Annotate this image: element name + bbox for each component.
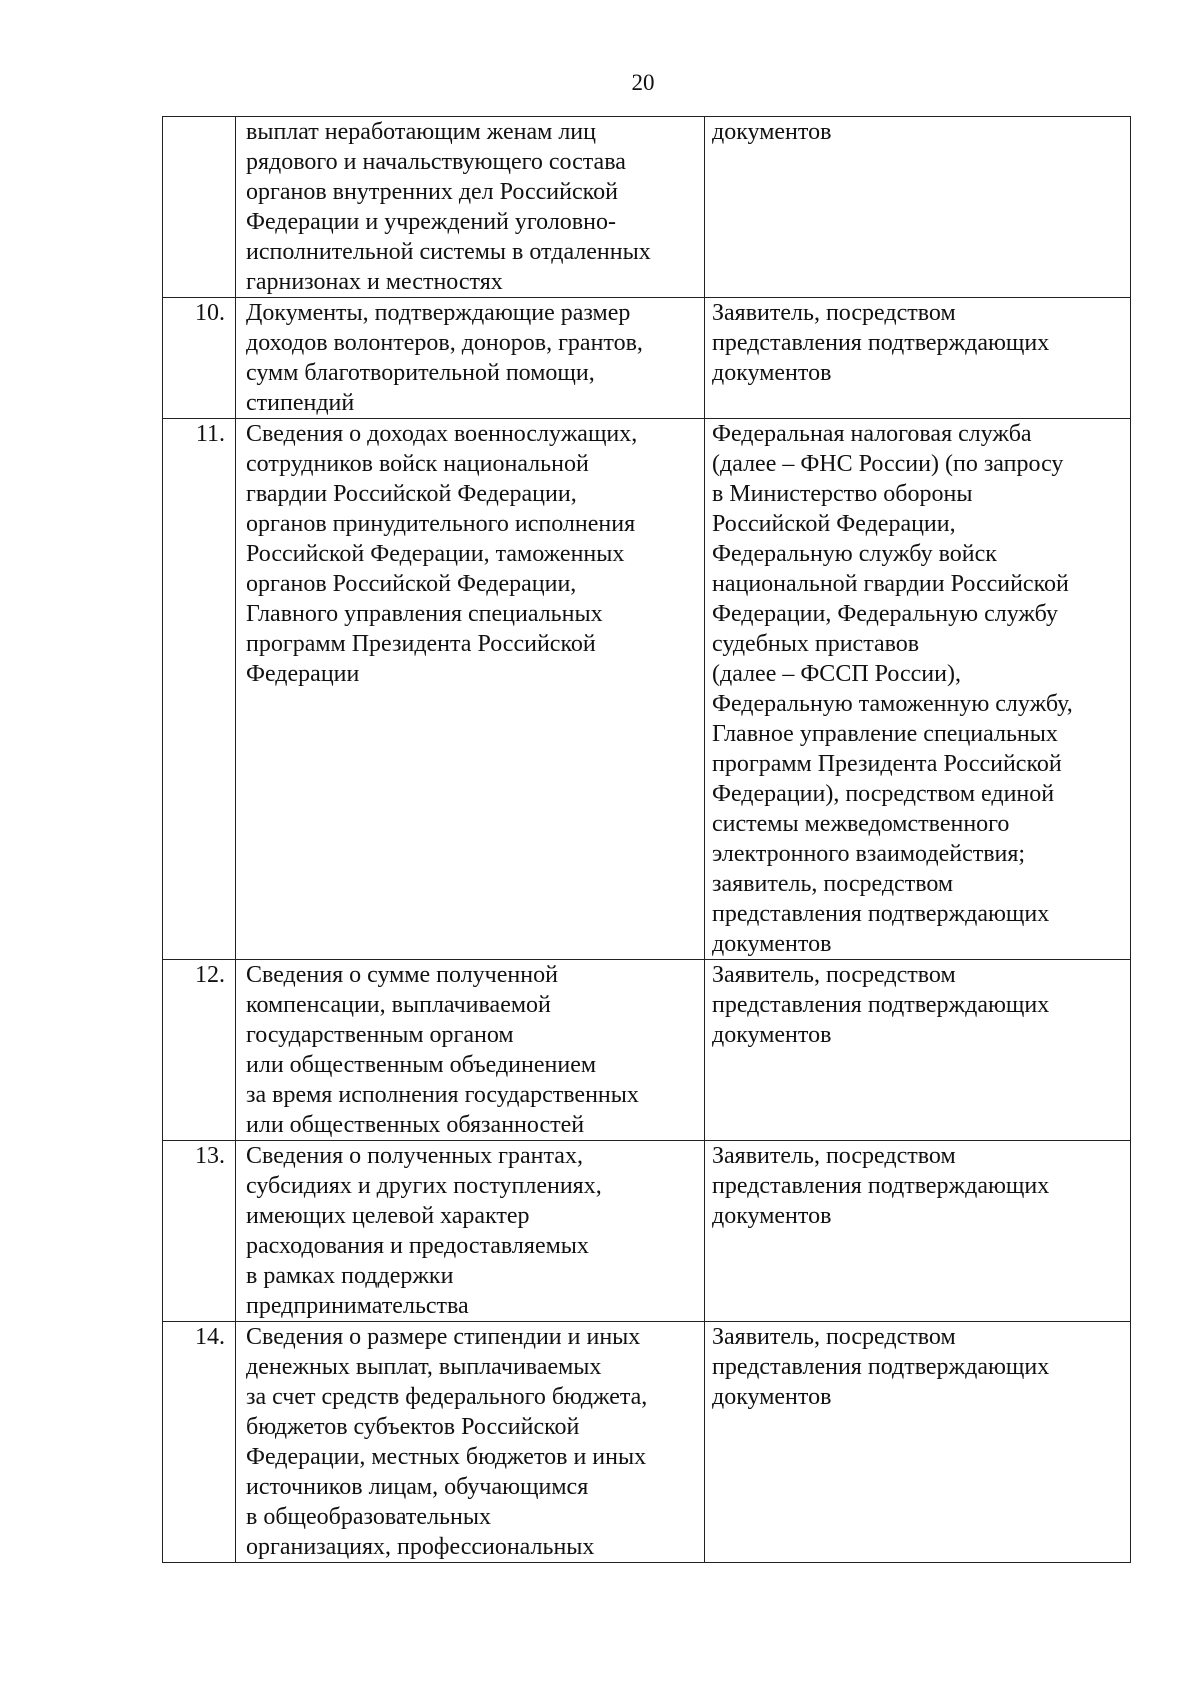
source-cell — [705, 419, 1131, 960]
description-line: доходов волонтеров, доноров, грантов, — [246, 330, 643, 356]
description-line: за счет средств федерального бюджета, — [246, 1384, 648, 1410]
description-line: денежных выплат, выплачиваемых — [246, 1354, 602, 1380]
table-row — [163, 298, 1131, 419]
source-cell — [705, 117, 1131, 298]
source-line: документов — [712, 360, 832, 386]
description-line: выплат неработающим женам лиц — [246, 119, 596, 145]
source-cell — [705, 298, 1131, 419]
source-cell — [705, 1322, 1131, 1563]
document-description-cell — [236, 1141, 705, 1322]
description-line: Федерации, местных бюджетов и иных — [246, 1444, 647, 1470]
source-cell — [705, 960, 1131, 1141]
source-line: системы межведомственного — [712, 811, 1010, 837]
description-line: Федерации — [246, 661, 360, 687]
source-line: Заявитель, посредством — [712, 1143, 956, 1169]
source-line: Заявитель, посредством — [712, 300, 956, 326]
row-number: 10. — [195, 300, 225, 326]
source-line: документов — [712, 1384, 832, 1410]
row-number-cell — [163, 117, 236, 298]
description-line: Сведения о полученных грантах, — [246, 1143, 583, 1169]
description-line: бюджетов субъектов Российской — [246, 1414, 580, 1440]
source-line: Федерации), посредством единой — [712, 781, 1055, 807]
source-line: представления подтверждающих — [712, 330, 1050, 356]
source-line: документов — [712, 119, 832, 145]
source-line: Заявитель, посредством — [712, 962, 956, 988]
source-line: представления подтверждающих — [712, 992, 1050, 1018]
row-number: 12. — [195, 962, 225, 988]
table-body — [163, 117, 1131, 1563]
description-line: в общеобразовательных — [246, 1504, 491, 1530]
description-line: в рамках поддержки — [246, 1263, 454, 1289]
row-number: 14. — [195, 1324, 225, 1350]
source-line: судебных приставов — [712, 631, 920, 657]
source-line: Главное управление специальных — [712, 721, 1058, 747]
source-line: в Министерство обороны — [712, 481, 973, 507]
description-line: программ Президента Российской — [246, 631, 596, 657]
description-line: Сведения о размере стипендии и иных — [246, 1324, 641, 1350]
source-line: электронного взаимодействия; — [712, 841, 1026, 867]
source-line: Федеральную таможенную службу, — [712, 691, 1073, 717]
source-line: Федеральную службу войск — [712, 541, 997, 567]
row-number-cell — [163, 1141, 236, 1322]
row-number: 11. — [195, 421, 225, 447]
source-line: представления подтверждающих — [712, 1354, 1050, 1380]
description-line: Сведения о доходах военнослужащих, — [246, 421, 638, 447]
document-description-cell — [236, 419, 705, 960]
document-description-cell — [236, 960, 705, 1141]
row-number-cell — [163, 298, 236, 419]
description-line: или общественным объединением — [246, 1052, 597, 1078]
description-line: Федерации и учреждений уголовно- — [246, 209, 616, 235]
description-line: предпринимательства — [246, 1293, 469, 1319]
document-table — [162, 116, 1131, 1563]
description-line: гвардии Российской Федерации, — [246, 481, 577, 507]
source-line: Заявитель, посредством — [712, 1324, 956, 1350]
description-line: субсидиях и других поступлениях, — [246, 1173, 602, 1199]
description-line: органов внутренних дел Российской — [246, 179, 618, 205]
description-line: имеющих целевой характер — [246, 1203, 530, 1229]
source-line: представления подтверждающих — [712, 1173, 1050, 1199]
description-line: Сведения о сумме полученной — [246, 962, 558, 988]
description-line: организациях, профессиональных — [246, 1534, 595, 1560]
row-number-cell — [163, 419, 236, 960]
description-line: за время исполнения государственных — [246, 1082, 639, 1108]
description-line: Документы, подтверждающие размер — [246, 300, 631, 326]
table-row — [163, 1322, 1131, 1563]
description-line: органов Российской Федерации, — [246, 571, 577, 597]
description-line: гарнизонах и местностях — [246, 269, 503, 295]
description-line: компенсации, выплачиваемой — [246, 992, 551, 1018]
description-line: сотрудников войск национальной — [246, 451, 589, 477]
source-line: Российской Федерации, — [712, 511, 956, 537]
description-line: сумм благотворительной помощи, — [246, 360, 595, 386]
source-line: документов — [712, 1022, 832, 1048]
description-line: стипендий — [246, 390, 355, 416]
source-line: (далее – ФНС России) (по запросу — [712, 451, 1064, 477]
description-line: или общественных обязанностей — [246, 1112, 585, 1138]
description-line: органов принудительного исполнения — [246, 511, 636, 537]
description-line: рядового и начальствующего состава — [246, 149, 626, 175]
table-row — [163, 117, 1131, 298]
description-line: государственным органом — [246, 1022, 514, 1048]
table-row — [163, 1141, 1131, 1322]
source-line: заявитель, посредством — [712, 871, 954, 897]
row-number: 13. — [195, 1143, 225, 1169]
source-line: Федерации, Федеральную службу — [712, 601, 1058, 627]
description-line: Российской Федерации, таможенных — [246, 541, 625, 567]
document-description-cell — [236, 298, 705, 419]
document-description-cell — [236, 117, 705, 298]
description-line: расходования и предоставляемых — [246, 1233, 589, 1259]
description-line: исполнительной системы в отдаленных — [246, 239, 651, 265]
source-line: Федеральная налоговая служба — [712, 421, 1032, 447]
row-number-cell — [163, 960, 236, 1141]
description-line: источников лицам, обучающимся — [246, 1474, 589, 1500]
page-number: 20 — [631, 70, 655, 95]
source-line: документов — [712, 931, 832, 957]
row-number-cell — [163, 1322, 236, 1563]
source-line: (далее – ФССП России), — [712, 661, 961, 687]
source-cell — [705, 1141, 1131, 1322]
document-description-cell — [236, 1322, 705, 1563]
table-row — [163, 419, 1131, 960]
table-row — [163, 960, 1131, 1141]
source-line: документов — [712, 1203, 832, 1229]
source-line: программ Президента Российской — [712, 751, 1062, 777]
source-line: представления подтверждающих — [712, 901, 1050, 927]
description-line: Главного управления специальных — [246, 601, 603, 627]
source-line: национальной гвардии Российской — [712, 571, 1069, 597]
